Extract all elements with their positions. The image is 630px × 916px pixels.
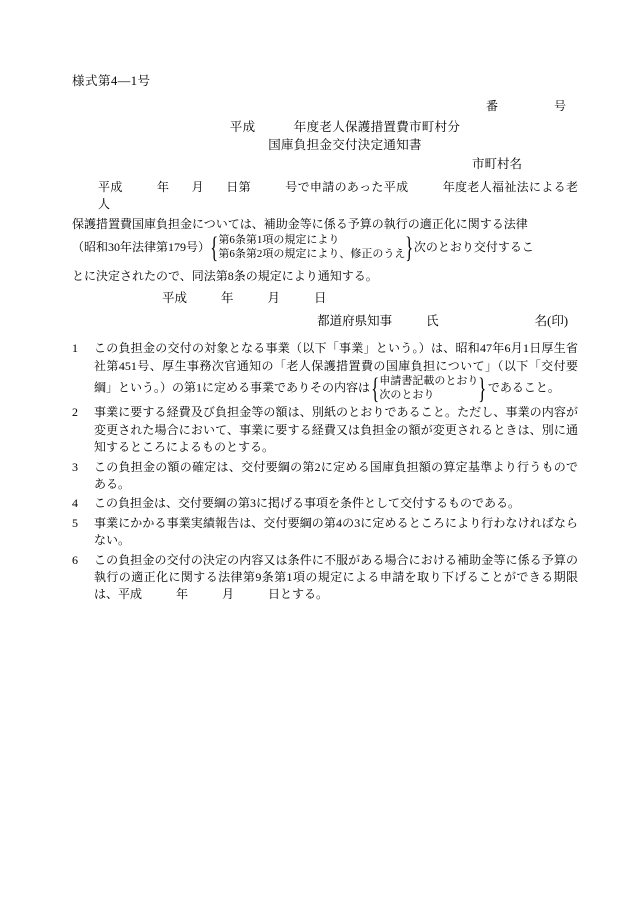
intro-line-4: とに決定されたので、同法第8条の規定により通知する。: [72, 268, 378, 283]
clause-number: 5: [72, 515, 78, 530]
list-item: [72, 495, 578, 512]
intro-month: 月: [191, 179, 204, 194]
governor-name-label: 氏: [426, 314, 439, 329]
brace-close-icon: }: [478, 371, 487, 405]
brace-option-2: 第6条第2項の規定により、修正のうえ: [218, 247, 406, 260]
document-title-line-1: 平成 年度老人保護措置費市町村分: [229, 119, 461, 134]
clause-1-brace-option-2: 次のとおり: [379, 388, 435, 401]
governor-signature-line: [72, 312, 578, 330]
intro-brace-options: [218, 234, 405, 262]
clause-number: 1: [72, 341, 78, 356]
clause-number: 6: [72, 552, 78, 567]
brace-open-icon: {: [210, 230, 219, 264]
clause-list: [72, 340, 578, 604]
intro-era: 平成: [98, 179, 123, 194]
clause-1-text-part1: この負担金の交付の対象となる事業（以下「事業」という。）は、昭和47年6月1日厚生省社第451号、厚生事務次官通知の「老人保護措置費の国庫負担について」（以下「交付要綱」という。）の第1に定める事業でありその内容は: [94, 341, 578, 395]
clause-1-text-part2: であること。: [487, 380, 560, 395]
clause-number: 2: [72, 405, 78, 420]
list-item: [72, 340, 578, 405]
clause-body: 事業にかかる事業実績報告は、交付要綱の第4の3に定めるところにより行わなければならない。: [94, 515, 578, 548]
intro-application: 号で申請のあった平成: [284, 179, 409, 194]
clause-6-year: 年: [176, 587, 189, 602]
clause-body: 事業に要する経費及び負担金等の額は、別紙のとおりであること。ただし、事業の内容が変更された場合において、事業に要する経費又は負担金の額が変更されるときは、別に通知するところによるものとする。: [94, 405, 578, 455]
intro-line-2: 保護措置費国庫負担金については、補助金等に係る予算の執行の適正化に関する法律: [72, 216, 528, 231]
governor-title: 都道府県知事: [317, 314, 393, 329]
ban-label: 番: [485, 99, 498, 114]
list-item: [72, 459, 578, 494]
clause-6-text: この負担金の交付の決定の内容又は条件に不服がある場合における補助金等に係る予算の執行の適正化に関する法律第9条第1項の規定による申請を取り下げることができる期限は、平成: [94, 552, 578, 602]
number-header-row: [72, 98, 578, 115]
governor-seal: 名(印): [534, 314, 568, 329]
form-number: 様式第4—1号: [72, 74, 151, 88]
intro-brace-row: [72, 230, 578, 264]
clause-6-day: 日とする。: [268, 587, 329, 602]
clause-body: [94, 552, 578, 604]
recipient-municipality: 市町村名: [471, 156, 522, 171]
brace-open-icon: {: [371, 371, 380, 405]
clause-number: 3: [72, 459, 78, 474]
issue-date-era: 平成: [162, 290, 188, 305]
list-item: [72, 552, 578, 604]
intro-fiscal-year: 年度老人福祉法による老人: [98, 179, 578, 212]
issue-date-line: [72, 289, 578, 307]
clause-number: 4: [72, 496, 78, 511]
law-number: （昭和30年法律第179号）: [72, 240, 211, 255]
document-title-line-2: 国庫負担金交付決定通知書: [268, 137, 422, 152]
list-item: [72, 515, 578, 550]
clause-1-brace-options: [379, 375, 478, 403]
issue-date-month: 月: [267, 290, 281, 305]
clause-1-brace: [371, 371, 487, 405]
list-item: [72, 404, 578, 456]
brace-option-1: 第6条第1項の規定により: [218, 234, 340, 247]
issue-date-day: 日: [314, 290, 327, 305]
issue-date-year: 年: [221, 290, 234, 305]
clause-body: この負担金は、交付要綱の第3に掲げる事項を条件として交付するものである。: [94, 496, 521, 511]
intro-line-3-suffix: 次のとおり交付するこ: [413, 240, 534, 255]
intro-day-no: 日第: [225, 179, 251, 194]
intro-year: 年: [156, 179, 170, 194]
clause-1-brace-option-1: 申請書記載のとおり: [379, 374, 479, 387]
brace-close-icon: }: [405, 230, 414, 264]
clause-body: この負担金の額の確定は、交付要綱の第2に定める国庫負担額の算定基準より行うものである。: [94, 459, 578, 492]
go-label: 号: [553, 99, 566, 114]
clause-body: [94, 340, 578, 405]
clause-6-month: 月: [222, 587, 235, 602]
intro-line-1: [72, 179, 578, 214]
